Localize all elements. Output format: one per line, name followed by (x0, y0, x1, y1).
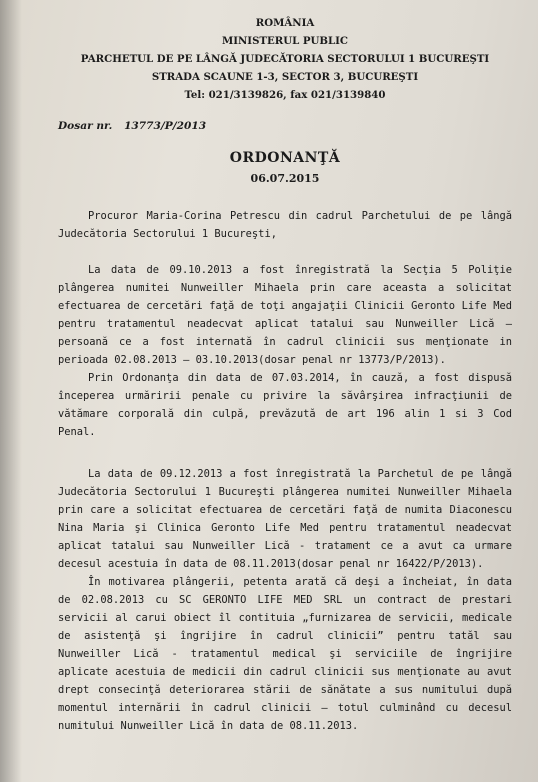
document-title: ORDONANŢĂ (229, 150, 341, 166)
header-office: PARCHETUL DE PE LÂNGĂ JUDECĂTORIA SECTORULUI 1 BUCUREŞTI (80, 53, 490, 65)
paragraph-prosecutor: Procuror Maria-Corina Petrescu din cadrul Parchetului de pe lângă Judecătoria Sectorului 1 Bucureşti, (58, 210, 512, 240)
document-date: 06.07.2015 (250, 172, 320, 185)
page-shadow (0, 0, 22, 782)
file-number (58, 120, 512, 132)
letterhead (58, 14, 512, 104)
file-number-label: Dosar nr. (58, 120, 113, 132)
file-number-value: 13773/P/2013 (124, 120, 207, 132)
paragraph-complaint-1: La data de 09.10.2013 a fost înregistrată la Secţia 5 Poliţie plângerea numitei Nunweiller Mihaela prin care aceasta a solicitat efectuarea de cercetări faţă de toţi angajaţii Clinicii Geronto Life Med pentru tratamentul neadecvat aplicat tatalui sau Nunweiller Lică – persoană ce a fost internată în cadrul clinicii sus menţionate in perioada 02.08.2013 – 03.10.2013(dosar penal nr 13773/P/2013). (58, 264, 512, 366)
paragraph-complaint-2: La data de 09.12.2013 a fost înregistrată la Parchetul de pe lângă Judecătoria Sectorului 1 Bucureşti plângerea numitei Nunweiller Mihaela prin care a solicitat efectuarea de cercetări faţă de numita Diaconescu Nina Maria şi Clinica Geronto Life Med pentru tratamentul neadecvat aplicat tatalui sau Nunweiller Lică - tratament ce a avut ca urmare decesul acestuia în data de 08.11.2013(dosar penal nr 16422/P/2013). (58, 468, 512, 570)
paragraph-motivation: În motivarea plângerii, petenta arată că deşi a încheiat, în data de 02.08.2013 cu SC GERONTO LIFE MED SRL un contract de prestari servicii al carui obiect îl contituia „furnizarea de servicii, medicale de asistenţă şi îngrijire în cadrul clinicii” pentru tatăl sau Nunweiller Lică - tratamentul medical şi serviciile de îngrijire aplicate acestuia de medicii din cadrul clinicii sus menţionate au avut drept consecinţă deteriorarea stării de sănătate a sus numitului după momentul internării în cadrul clinicii – totul culminând cu decesul numitului Nunweiller Lică în data de 08.11.2013. (58, 576, 512, 732)
header-contact: Tel: 021/3139826, fax 021/3139840 (184, 89, 386, 101)
header-country: ROMÂNIA (255, 17, 315, 29)
paragraph-ordinance: Prin Ordonanţa din data de 07.03.2014, în cauză, a fost dispusă începerea urmăririi penale cu privire la săvârşirea infracţiunii de vătămare corporală din culpă, prevăzută de art 196 alin 1 si 3 Cod Penal. (58, 372, 512, 438)
header-ministry: MINISTERUL PUBLIC (221, 35, 349, 47)
header-address: STRADA SCAUNE 1-3, SECTOR 3, BUCUREŞTI (151, 71, 419, 83)
